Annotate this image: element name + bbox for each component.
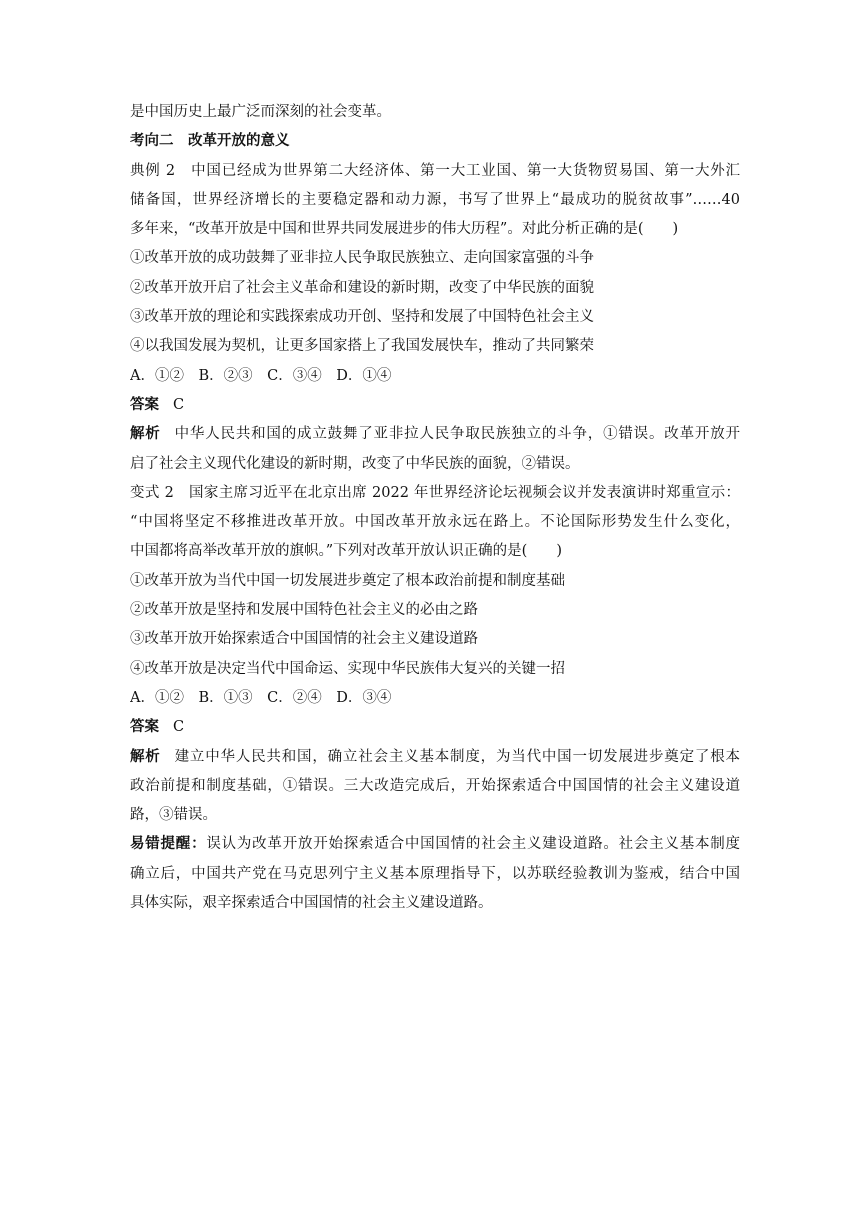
analysis-line [130, 743, 740, 772]
option-statement: ③改革开放的理论和实践探索成功开创、坚持和发展了中国特色社会主义 [130, 309, 594, 326]
analysis-text: 中华人民共和国的成立鼓舞了亚非拉人民争取民族独立的斗争，①错误。改革开放开 [174, 426, 740, 443]
error-reminder-line [130, 830, 740, 859]
analysis-line: 政治前提和制度基础，①错误。三大改造完成后，开始探索适合中国国情的社会主义建设道 [130, 777, 740, 794]
option-statement: ④改革开放是决定当代中国命运、实现中华民族伟大复兴的关键一招 [130, 660, 565, 677]
answer-choices: A．①② B．①③ C．②④ D．③④ [130, 689, 392, 706]
answer-label: 答案 [130, 396, 159, 413]
option-statement: ①改革开放的成功鼓舞了亚非拉人民争取民族独立、走向国家富强的斗争 [130, 250, 594, 267]
variant-question-line: 中国都将高举改革开放的旗帜。”下列对改革开放认识正确的是( ) [130, 543, 562, 560]
example-question-line: 多年来，“改革开放是中国和世界共同发展进步的伟大历程”。对此分析正确的是( ) [130, 221, 679, 238]
variant-question-line: 变式 2 国家主席习近平在北京出席 2022 年世界经济论坛视频会议并发表演讲时郑重宣示： [130, 484, 740, 501]
document-page [130, 98, 740, 918]
example-question-line: 典例 2 中国已经成为世界第二大经济体、第一大工业国、第一大货物贸易国、第一大外汇 [130, 162, 740, 179]
answer-value: C [173, 719, 185, 736]
error-reminder-line: 具体实际，艰辛探索适合中国国情的社会主义建设道路。 [130, 895, 493, 912]
analysis-text: 建立中华人民共和国，确立社会主义基本制度，为当代中国一切发展进步奠定了根本 [174, 748, 740, 765]
option-statement: ②改革开放开启了社会主义革命和建设的新时期，改变了中华民族的面貌 [130, 279, 594, 296]
variant-question-line: “中国将坚定不移推进改革开放。中国改革开放永远在路上。不论国际形势发生什么变化， [130, 514, 740, 531]
answer-value: C [173, 396, 185, 413]
error-reminder-line: 确立后，中国共产党在马克思列宁主义基本原理指导下，以苏联经验教训为鉴戒，结合中国 [130, 865, 740, 882]
answer-label: 答案 [130, 719, 159, 736]
analysis-label: 解析 [130, 748, 161, 765]
option-statement: ②改革开放是坚持和发展中国特色社会主义的必由之路 [130, 602, 478, 619]
analysis-line: 路，③错误。 [130, 807, 217, 824]
option-statement: ③改革开放开始探索适合中国国情的社会主义建设道路 [130, 631, 478, 648]
section-heading: 考向二 改革开放的意义 [130, 133, 290, 150]
answer-line [130, 713, 740, 742]
text-line: 是中国历史上最广泛而深刻的社会变革。 [130, 104, 391, 120]
analysis-line [130, 420, 740, 449]
option-statement: ④以我国发展为契机，让更多国家搭上了我国发展快车，推动了共同繁荣 [130, 338, 594, 355]
analysis-line: 启了社会主义现代化建设的新时期，改变了中华民族的面貌，②错误。 [130, 455, 580, 472]
error-reminder-text: 误认为改革开放开始探索适合中国国情的社会主义建设道路。社会主义基本制度 [206, 836, 740, 853]
answer-line [130, 391, 740, 420]
example-question-line: 储备国，世界经济增长的主要稳定器和动力源，书写了世界上“最成功的脱贫故事”……40 [130, 191, 740, 208]
analysis-label: 解析 [130, 426, 161, 443]
option-statement: ①改革开放为当代中国一切发展进步奠定了根本政治前提和制度基础 [130, 572, 565, 589]
answer-choices: A．①② B．②③ C．③④ D．①④ [130, 367, 392, 384]
error-reminder-label: 易错提醒： [130, 836, 207, 853]
